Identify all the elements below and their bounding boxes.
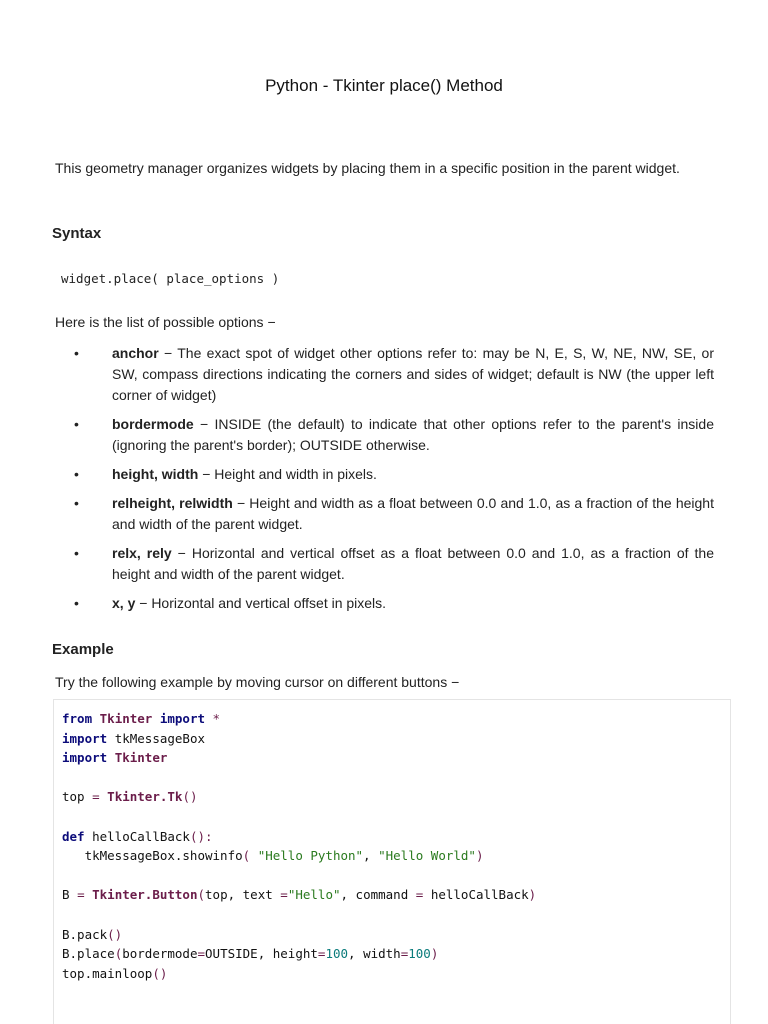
option-name: anchor <box>112 345 159 361</box>
options-list <box>0 343 768 622</box>
option-name: relheight, relwidth <box>112 495 233 511</box>
list-item <box>0 593 768 614</box>
option-description: − Horizontal and vertical offset as a float between 0.0 and 1.0, as a fraction of the height and width of the parent widget. <box>112 545 714 582</box>
bullet: • <box>74 595 79 611</box>
option-description: − The exact spot of widget other options refer to: may be N, E, S, W, NE, NW, SE, or SW, compass directions indicating the corners and sides of widget; default is NW (the upper left corner of widget) <box>112 345 714 403</box>
bullet: • <box>74 495 79 511</box>
list-item <box>0 464 768 485</box>
list-item <box>0 543 768 585</box>
bullet: • <box>74 345 79 361</box>
bullet: • <box>74 416 79 432</box>
option-description: − Height and width as a float between 0.0 and 1.0, as a fraction of the height and width of the parent widget. <box>112 495 714 532</box>
options-intro: Here is the list of possible options − <box>55 314 276 330</box>
option-name: height, width <box>112 466 199 482</box>
example-intro: Try the following example by moving cursor on different buttons − <box>55 674 460 690</box>
option-description: − INSIDE (the default) to indicate that other options refer to the parent's inside (ignoring the parent's border); OUTSIDE otherwise. <box>112 416 714 453</box>
page-title: Python - Tkinter place() Method <box>265 76 503 95</box>
option-name: relx, rely <box>112 545 172 561</box>
option-name: x, y <box>112 595 136 611</box>
bullet: • <box>74 466 79 482</box>
syntax-code: widget.place( place_options ) <box>61 271 280 286</box>
example-heading: Example <box>52 641 114 658</box>
option-description: − Horizontal and vertical offset in pixels. <box>135 595 387 611</box>
code-block[interactable] <box>53 699 731 1024</box>
bullet: • <box>74 545 79 561</box>
option-name: bordermode <box>112 416 194 432</box>
syntax-heading: Syntax <box>52 225 102 242</box>
intro-paragraph: This geometry manager organizes widgets by placing them in a specific position in the parent widget. <box>55 160 680 176</box>
list-item <box>0 493 768 535</box>
code-text: from Tkinter import * import tkMessageBox import Tkinter top = Tkinter.Tk() def helloCallBack(): tkMessageBox.showinfo( "Hello Python", "Hello World") B = Tkinter.Button(top, text ="Hello", command = helloCallBack) B.pack() B.place(bordermode=OUTSIDE, height=100, width=100) top.mainloop() <box>62 711 537 981</box>
list-item <box>0 414 768 456</box>
list-item <box>0 343 768 406</box>
option-description: − Height and width in pixels. <box>198 466 377 482</box>
